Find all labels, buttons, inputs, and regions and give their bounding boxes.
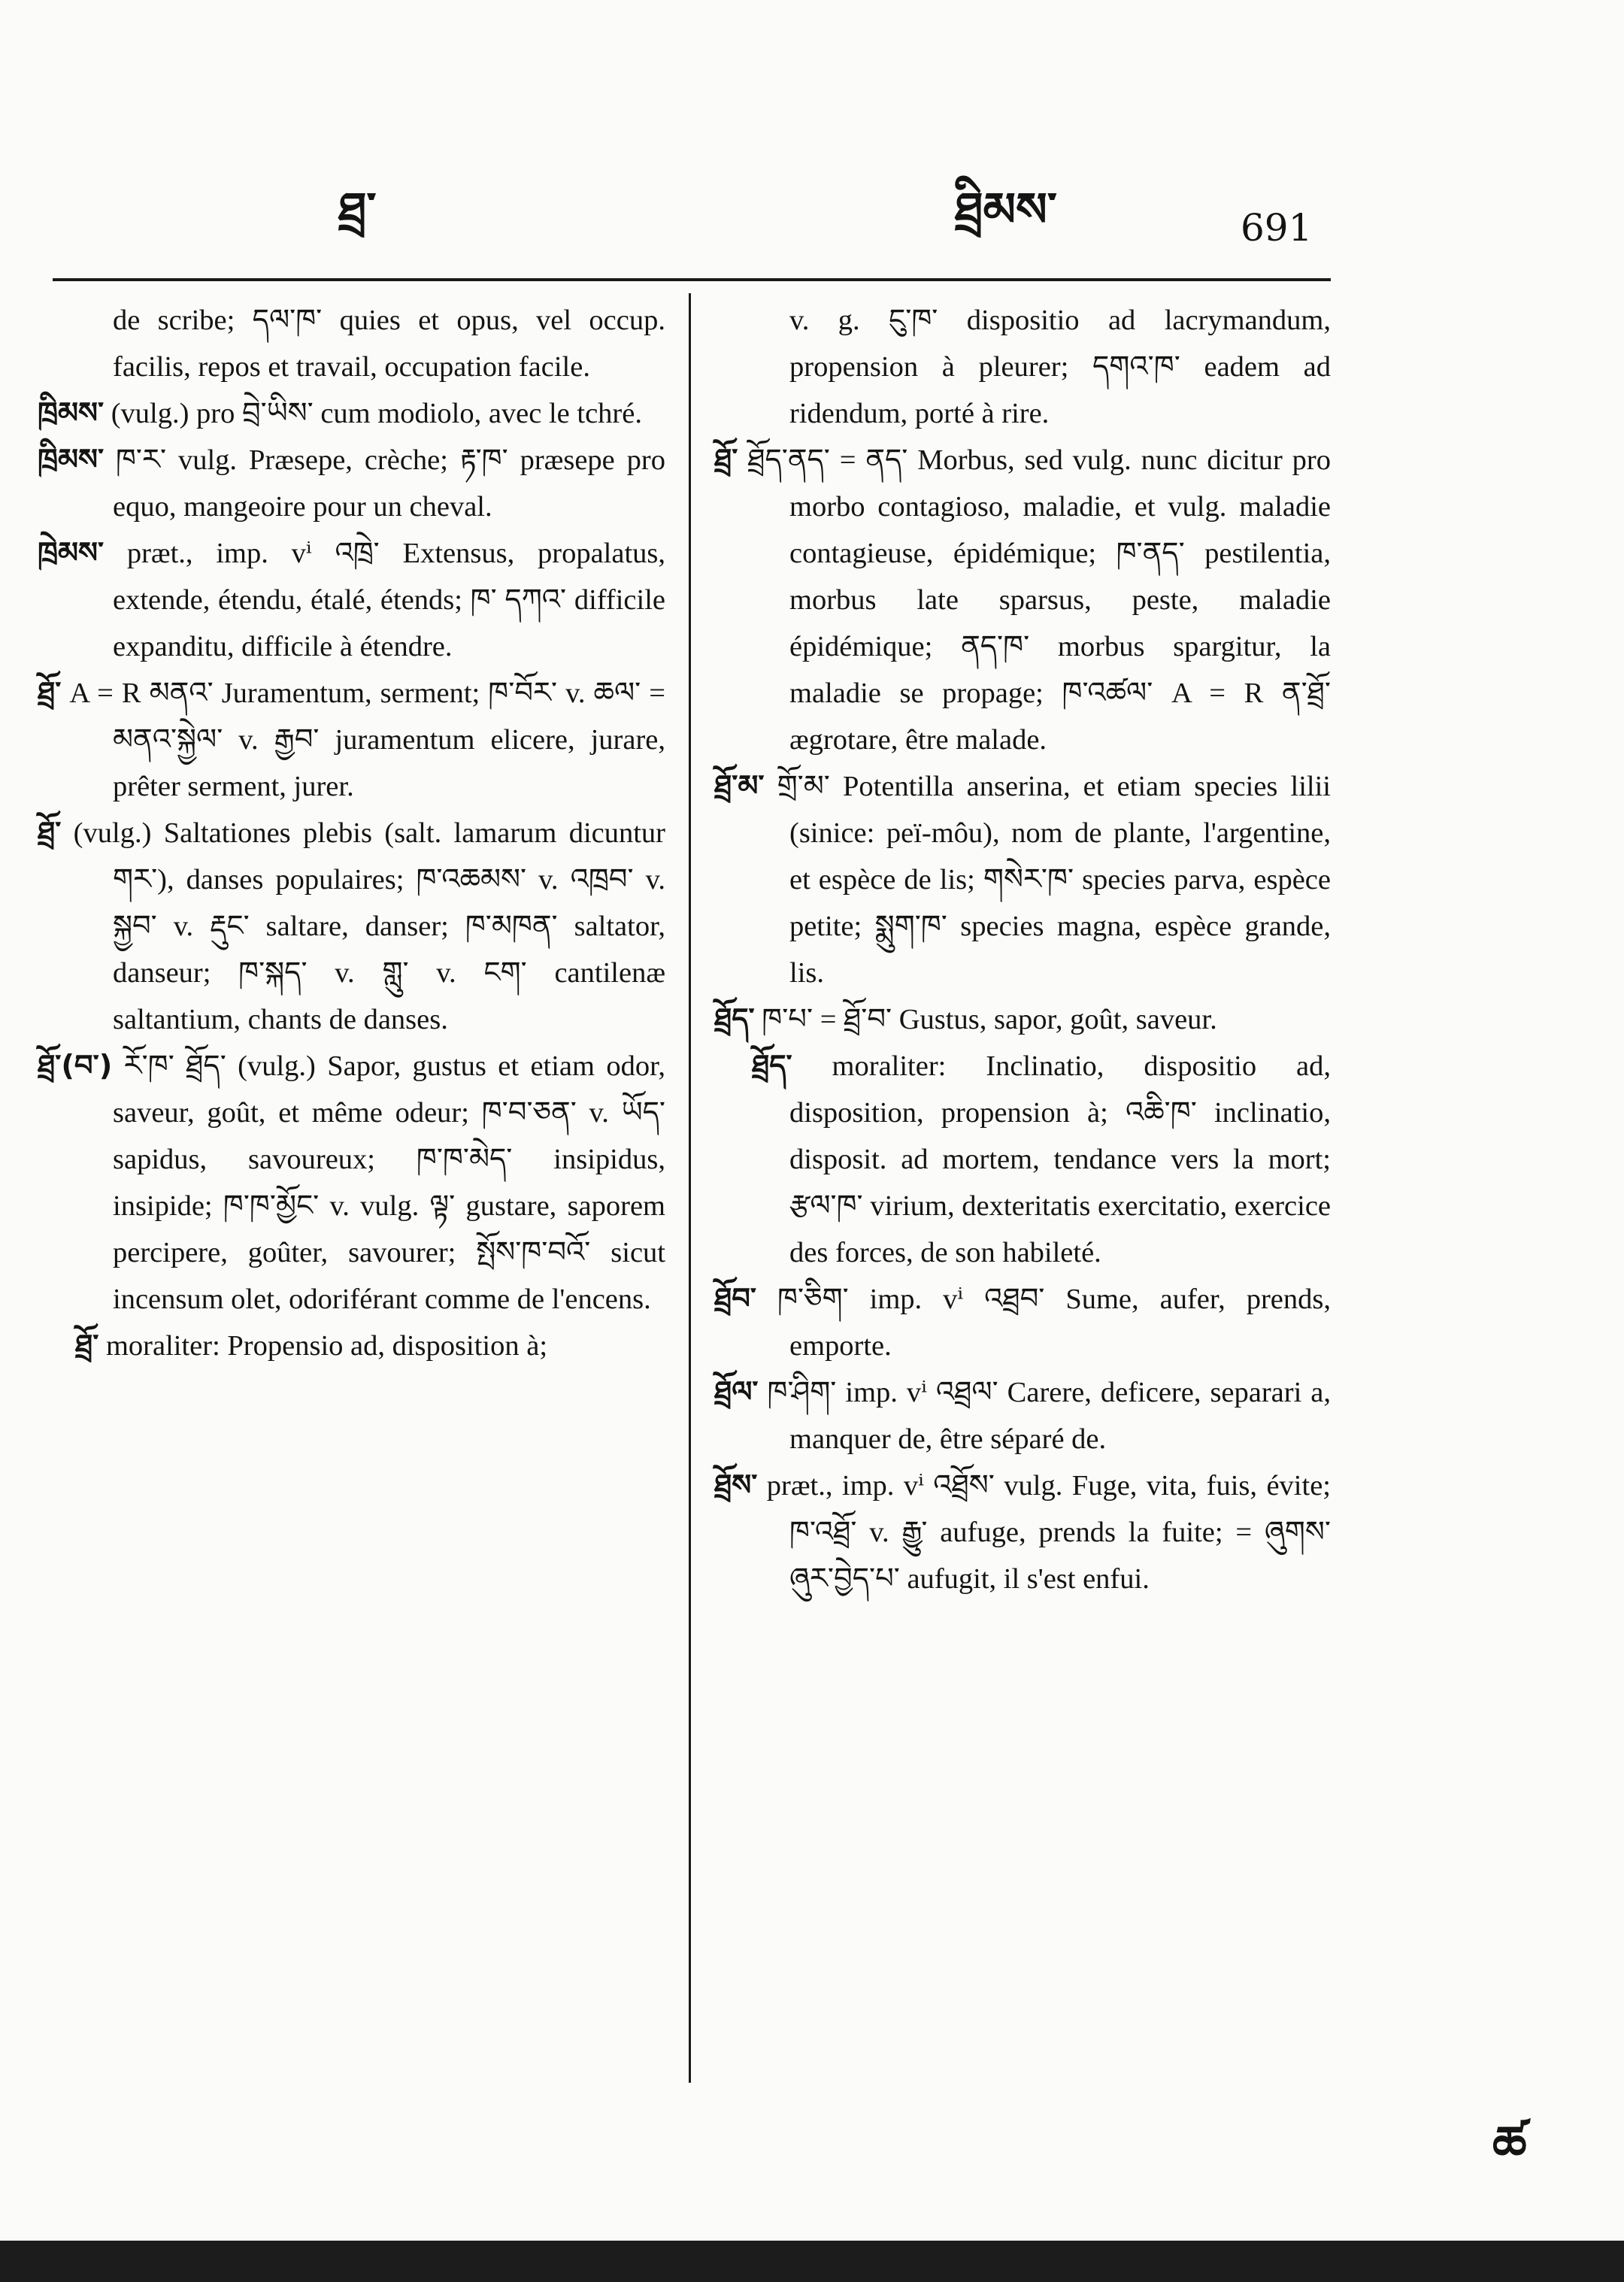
entry-headword: ཐྲོ་ — [75, 1329, 99, 1362]
entry-headword: ཐྲོ་ — [38, 816, 62, 850]
margin-signature-mark: ཚ — [1492, 2117, 1527, 2172]
entry-text: moraliter: Propensio ad, disposition à; — [98, 1330, 548, 1362]
dictionary-entry — [38, 390, 665, 437]
dictionary-entry — [38, 297, 665, 390]
entry-text: ཁ་ར་ vulg. Præsepe, crèche; རྟ་ཁ་ præsepe pro equo, mangeoire pour un cheval. — [104, 444, 665, 523]
entry-text: præt., imp. vⁱ འཁྲེ་ Extensus, propalatus, extende, étendu, étalé, étends; ཁ་ དཀའ་ difficile expanditu, difficile à étendre. — [104, 538, 665, 662]
entry-headword: ཐྲོལ་ — [714, 1375, 759, 1409]
entry-headword: ཁྲིམས་ — [38, 443, 105, 477]
dictionary-entry — [38, 670, 665, 810]
entry-headword: ཐྲོད་ — [714, 1002, 755, 1036]
dictionary-entry — [38, 437, 665, 530]
entry-headword: ཐྲོ་ — [714, 443, 738, 477]
column-divider — [689, 293, 691, 2083]
entry-text: རོ་ཁ་ ཐྲོད་ (vulg.) Sapor, gustus et etiam odor, saveur, goût, et même odeur; ཁ་བ་ཅན་ v. ཡོད་ sapidus, savoureux; ཁ་ཁ་མེད་ insipidus, insipide; ཁ་ཁ་མྱོང་ v. vulg. ལྟ་ gustare, saporem percipere, goûter, savourer; སྤོས་ཁ་བའོ་ sicut incensum olet, odoriférant comme de l'encens. — [112, 1050, 665, 1315]
left-column — [38, 297, 665, 1369]
entry-headword: ཐྲོ་མ་ — [714, 769, 765, 803]
dictionary-entry — [714, 1462, 1331, 1602]
page-number: 691 — [1241, 206, 1313, 250]
dictionary-entry — [714, 996, 1331, 1043]
dictionary-subentry — [38, 1323, 665, 1369]
entry-text: præt., imp. vⁱ འཐྲོས་ vulg. Fuge, vita, fuis, évite; ཁ་འཐྲོ་ v. རྒྱུ་ aufuge, prends la fuite; = ཞུགས་ཞུར་བྱེད་པ་ aufugit, il s'est enfui. — [757, 1470, 1331, 1595]
entry-headword: ཐྲོད་ — [752, 1049, 792, 1083]
dictionary-entry — [38, 530, 665, 670]
dictionary-entry — [714, 763, 1331, 996]
dictionary-entry — [38, 1043, 665, 1323]
scan-edge-band — [0, 2241, 1624, 2282]
dictionary-entry — [714, 297, 1331, 437]
entry-headword: ཁྲིམས་ — [38, 396, 105, 430]
entry-headword: ཐྲོ་ — [38, 676, 62, 710]
running-head-left: ཐྲ་ — [338, 182, 377, 237]
entry-text: གྲོ་མ་ Potentilla anserina, et etiam species lilii (sinice: peï-môu), nom de plante, l'argentine, et espèce de lis; གསེར་ཁ་ species parva, espèce petite; སྨུག་ཁ་ species magna, espèce grande, lis. — [764, 771, 1331, 989]
running-head-center: ཐྲིམས་ — [955, 182, 1057, 237]
dictionary-entry — [714, 1276, 1331, 1369]
entry-text: ཁ་པ་ = ཐྲོ་བ་ Gustus, sapor, goût, saveur. — [754, 1004, 1217, 1035]
entry-text: (vulg.) Saltationes plebis (salt. lamarum dicuntur གར་), danses populaires; ཁ་འཆམས་ v. འཁྲབ་ v. སྐྱབ་ v. རྡུང་ saltare, danser; ཁ་མཁན་ saltator, danseur; ཁ་སྐད་ v. གླུ་ v. ངག་ cantilenæ saltantium, chants de danses. — [61, 817, 665, 1035]
entry-text: ཁ་ཤིག་ imp. vⁱ འཐྲལ་ Carere, deficere, separari a, manquer de, être séparé de. — [758, 1377, 1331, 1455]
entry-headword: ཐྲོས་ — [714, 1468, 758, 1502]
entry-text: de scribe; དལ་ཁ་ quies et opus, vel occup. facilis, repos et travail, occupation facile. — [113, 305, 665, 383]
dictionary-entry — [714, 1369, 1331, 1462]
entry-text: moraliter: Inclinatio, dispositio ad, disposition, propension à; འཆི་ཁ་ inclinatio, disposit. ad mortem, tendance vers la mort; རྩལ་ཁ་ virium, dexteritatis exercitatio, exercice des forces, de son habileté. — [789, 1050, 1331, 1268]
entry-text: ཁ་ཅིག་ imp. vⁱ འཐྲབ་ Sume, aufer, prends, emporte. — [756, 1283, 1331, 1362]
dictionary-subentry — [714, 1043, 1331, 1276]
right-column — [714, 297, 1331, 1602]
entry-text: v. g. ངུ་ཁ་ dispositio ad lacrymandum, propension à pleurer; དགའ་ཁ་ eadem ad ridendum, porté à rire. — [789, 305, 1331, 429]
entry-text: A = R མནའ་ Juramentum, serment; ཁ་བོར་ v. ཆལ་ = མནའ་སྐྱེལ་ v. རྒྱབ་ juramentum elicere, jurare, prêter serment, jurer. — [61, 677, 665, 802]
dictionary-entry — [38, 810, 665, 1043]
entry-headword: ཐྲོབ་ — [714, 1282, 757, 1316]
dictionary-entry — [714, 437, 1331, 763]
entry-text: ཐྲོད་ནད་ = ནད་ Morbus, sed vulg. nunc dicitur pro morbo contagioso, maladie, et vulg. maladie contagieuse, épidémique; ཁ་ནད་ pestilentia, morbus late sparsus, peste, maladie épidémique; ནད་ཁ་ morbus spargitur, la maladie se propage; ཁ་འཚལ་ A = R ན་ཐྲོ་ ægrotare, être malade. — [738, 444, 1331, 756]
entry-headword: ཁྲེམས་ — [38, 536, 105, 570]
entry-headword: ཐྲོ་(བ་) — [38, 1049, 113, 1083]
entry-text: (vulg.) pro བྲེ་ཡིས་ cum modiolo, avec le tchré. — [104, 398, 642, 429]
header-rule — [53, 278, 1331, 281]
